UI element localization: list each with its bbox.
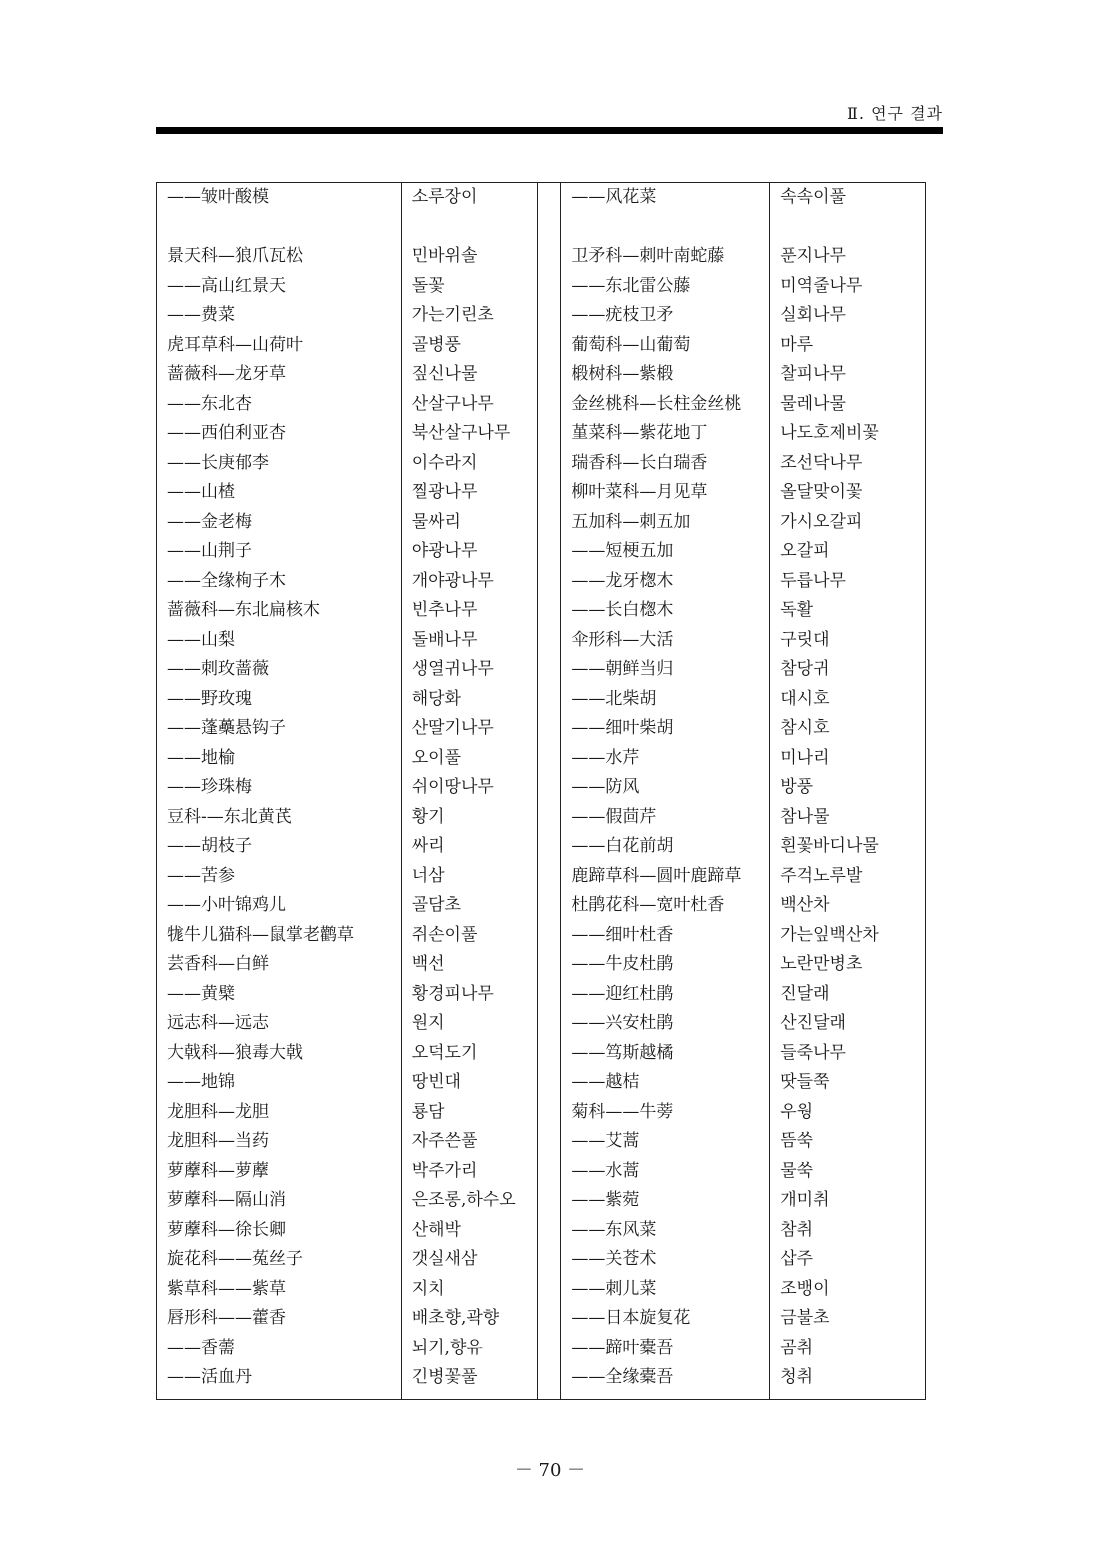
table-row — [157, 1157, 926, 1187]
chinese-name-left-cell: ——山楂 — [157, 478, 402, 508]
chinese-name-right-cell: 五加科—刺五加 — [561, 508, 770, 538]
korean-name-left-cell: 쉬이땅나무 — [401, 773, 537, 803]
header-rule — [156, 127, 943, 134]
table-row — [157, 1245, 926, 1275]
korean-name-right-cell: 산진달래 — [770, 1009, 926, 1039]
chinese-name-left-cell: ——费菜 — [157, 301, 402, 331]
chinese-name-left-cell: ——高山红景天 — [157, 272, 402, 302]
table-row — [157, 1127, 926, 1157]
table-row — [157, 744, 926, 774]
chinese-name-left-cell: 唇形科——藿香 — [157, 1304, 402, 1334]
korean-name-left-cell: 백선 — [401, 950, 537, 980]
gap-cell — [537, 242, 561, 272]
table-row — [157, 1009, 926, 1039]
chinese-name-left-cell: 蔷薇科—龙牙草 — [157, 360, 402, 390]
chinese-name-left-cell: ——刺玫蔷薇 — [157, 655, 402, 685]
gap-cell — [537, 272, 561, 302]
gap-cell — [537, 478, 561, 508]
chinese-name-left-cell: 虎耳草科—山荷叶 — [157, 331, 402, 361]
chinese-name-right-cell: 菊科——牛蒡 — [561, 1098, 770, 1128]
korean-name-left-cell — [401, 213, 537, 243]
chinese-name-left-cell: ——东北杏 — [157, 390, 402, 420]
table-row — [157, 1039, 926, 1069]
gap-cell — [537, 1216, 561, 1246]
korean-name-left-cell: 황경피나무 — [401, 980, 537, 1010]
gap-cell — [537, 714, 561, 744]
chinese-name-left-cell: 远志科—远志 — [157, 1009, 402, 1039]
chinese-name-right-cell: 杜鹃花科—宽叶杜香 — [561, 891, 770, 921]
gap-cell — [537, 832, 561, 862]
chinese-name-right-cell: 堇菜科—紫花地丁 — [561, 419, 770, 449]
korean-name-left-cell: 박주가리 — [401, 1157, 537, 1187]
plant-table-body — [157, 183, 926, 1400]
korean-name-right-cell: 참당귀 — [770, 655, 926, 685]
table-row — [157, 1304, 926, 1334]
korean-name-left-cell: 산살구나무 — [401, 390, 537, 420]
korean-name-right-cell: 조뱅이 — [770, 1275, 926, 1305]
korean-name-right-cell: 미나리 — [770, 744, 926, 774]
korean-name-right-cell: 가는잎백산차 — [770, 921, 926, 951]
korean-name-left-cell: 원지 — [401, 1009, 537, 1039]
chinese-name-right-cell: ——东风菜 — [561, 1216, 770, 1246]
chinese-name-right-cell — [561, 213, 770, 243]
chinese-name-right-cell: ——兴安杜鹃 — [561, 1009, 770, 1039]
chinese-name-left-cell: ——山荆子 — [157, 537, 402, 567]
chinese-name-left-cell: 萝藦科—萝藦 — [157, 1157, 402, 1187]
korean-name-right-cell: 구릿대 — [770, 626, 926, 656]
chinese-name-right-cell: ——风花菜 — [561, 183, 770, 213]
korean-name-left-cell: 뇌기,향유 — [401, 1334, 537, 1364]
korean-name-left-cell: 북산살구나무 — [401, 419, 537, 449]
table-row — [157, 360, 926, 390]
gap-cell — [537, 1157, 561, 1187]
table-row — [157, 862, 926, 892]
korean-name-left-cell: 돌꽃 — [401, 272, 537, 302]
chinese-name-right-cell: ——越桔 — [561, 1068, 770, 1098]
korean-name-right-cell: 금불초 — [770, 1304, 926, 1334]
chinese-name-right-cell: 伞形科—大活 — [561, 626, 770, 656]
gap-cell — [537, 1009, 561, 1039]
chinese-name-left-cell: 萝藦科—隔山消 — [157, 1186, 402, 1216]
gap-cell — [537, 980, 561, 1010]
gap-cell — [537, 891, 561, 921]
chinese-name-right-cell: ——牛皮杜鹃 — [561, 950, 770, 980]
table-row — [157, 537, 926, 567]
chinese-name-left-cell: ——地锦 — [157, 1068, 402, 1098]
page-number: － 70 － — [514, 1460, 586, 1481]
korean-name-left-cell: 빈추나무 — [401, 596, 537, 626]
korean-name-right-cell: 청취 — [770, 1363, 926, 1399]
chinese-name-left-cell: 龙胆科—当药 — [157, 1127, 402, 1157]
gap-cell — [537, 744, 561, 774]
chinese-name-left-cell: ——山梨 — [157, 626, 402, 656]
korean-name-left-cell: 긴병꽃풀 — [401, 1363, 537, 1399]
korean-name-left-cell: 싸리 — [401, 832, 537, 862]
table-row — [157, 626, 926, 656]
table-row — [157, 183, 926, 213]
table-row — [157, 921, 926, 951]
chinese-name-right-cell: 椴树科—紫椴 — [561, 360, 770, 390]
chinese-name-left-cell: ——香薷 — [157, 1334, 402, 1364]
chinese-name-left-cell: ——蓬蘽悬钩子 — [157, 714, 402, 744]
gap-cell — [537, 1275, 561, 1305]
chinese-name-right-cell: ——细叶柴胡 — [561, 714, 770, 744]
chinese-name-left-cell: ——皱叶酸模 — [157, 183, 402, 213]
table-row — [157, 950, 926, 980]
korean-name-left-cell: 지치 — [401, 1275, 537, 1305]
gap-cell — [537, 1186, 561, 1216]
chinese-name-left-cell: ——长庚郁李 — [157, 449, 402, 479]
table-row — [157, 1334, 926, 1364]
chinese-name-left-cell: 牻牛儿猫科—鼠掌老鹳草 — [157, 921, 402, 951]
korean-name-left-cell: 소루장이 — [401, 183, 537, 213]
korean-name-left-cell: 찔광나무 — [401, 478, 537, 508]
korean-name-right-cell: 참나물 — [770, 803, 926, 833]
korean-name-right-cell: 방풍 — [770, 773, 926, 803]
korean-name-left-cell: 배초향,곽향 — [401, 1304, 537, 1334]
chinese-name-right-cell: ——假茴芹 — [561, 803, 770, 833]
chinese-name-left-cell: ——全缘栒子木 — [157, 567, 402, 597]
korean-name-left-cell: 은조롱,하수오 — [401, 1186, 537, 1216]
chinese-name-left-cell: ——金老梅 — [157, 508, 402, 538]
chinese-name-left-cell: ——西伯利亚杏 — [157, 419, 402, 449]
korean-name-right-cell: 올달맞이꽃 — [770, 478, 926, 508]
gap-cell — [537, 449, 561, 479]
table-row — [157, 272, 926, 302]
chinese-name-right-cell: ——艾蒿 — [561, 1127, 770, 1157]
gap-cell — [537, 921, 561, 951]
chinese-name-right-cell: ——短梗五加 — [561, 537, 770, 567]
korean-name-right-cell: 물쑥 — [770, 1157, 926, 1187]
chinese-name-left-cell: ——野玫瑰 — [157, 685, 402, 715]
gap-cell — [537, 508, 561, 538]
gap-cell — [537, 1304, 561, 1334]
korean-name-right-cell: 미역줄나무 — [770, 272, 926, 302]
gap-cell — [537, 596, 561, 626]
table-row — [157, 980, 926, 1010]
table-row — [157, 832, 926, 862]
korean-name-right-cell: 독활 — [770, 596, 926, 626]
table-row — [157, 419, 926, 449]
korean-name-right-cell: 물레나물 — [770, 390, 926, 420]
korean-name-left-cell: 골병풍 — [401, 331, 537, 361]
chinese-name-right-cell: ——蹄叶橐吾 — [561, 1334, 770, 1364]
chinese-name-right-cell: ——紫菀 — [561, 1186, 770, 1216]
chinese-name-right-cell: ——关苍术 — [561, 1245, 770, 1275]
korean-name-right-cell: 땃들쭉 — [770, 1068, 926, 1098]
gap-cell — [537, 1245, 561, 1275]
korean-name-right-cell: 우웡 — [770, 1098, 926, 1128]
chinese-name-left-cell: ——珍珠梅 — [157, 773, 402, 803]
korean-name-right-cell: 두릅나무 — [770, 567, 926, 597]
chinese-name-right-cell: ——龙牙楤木 — [561, 567, 770, 597]
chinese-name-left-cell: ——小叶锦鸡儿 — [157, 891, 402, 921]
korean-name-right-cell: 실회나무 — [770, 301, 926, 331]
korean-name-right-cell: 푼지나무 — [770, 242, 926, 272]
gap-cell — [537, 950, 561, 980]
chinese-name-right-cell: 葡萄科—山葡萄 — [561, 331, 770, 361]
gap-cell — [537, 183, 561, 213]
gap-cell — [537, 213, 561, 243]
korean-name-left-cell: 너삼 — [401, 862, 537, 892]
korean-name-left-cell: 룡담 — [401, 1098, 537, 1128]
chinese-name-right-cell: ——水芹 — [561, 744, 770, 774]
table-row — [157, 1363, 926, 1399]
korean-name-right-cell: 뜸쑥 — [770, 1127, 926, 1157]
gap-cell — [537, 1363, 561, 1399]
gap-cell — [537, 537, 561, 567]
chinese-name-right-cell: ——白花前胡 — [561, 832, 770, 862]
korean-name-right-cell: 주걱노루발 — [770, 862, 926, 892]
gap-cell — [537, 390, 561, 420]
korean-name-right-cell: 찰피나무 — [770, 360, 926, 390]
chinese-name-left-cell: 旋花科——菟丝子 — [157, 1245, 402, 1275]
chinese-name-right-cell: ——笃斯越橘 — [561, 1039, 770, 1069]
korean-name-right-cell — [770, 213, 926, 243]
chinese-name-left-cell: 景天科—狼爪瓦松 — [157, 242, 402, 272]
chinese-name-left-cell: 紫草科——紫草 — [157, 1275, 402, 1305]
table-row — [157, 301, 926, 331]
korean-name-left-cell: 야광나무 — [401, 537, 537, 567]
korean-name-right-cell: 조선닥나무 — [770, 449, 926, 479]
chinese-name-right-cell: ——朝鲜当归 — [561, 655, 770, 685]
table-row — [157, 1216, 926, 1246]
gap-cell — [537, 1068, 561, 1098]
korean-name-left-cell: 이수라지 — [401, 449, 537, 479]
table-row — [157, 655, 926, 685]
chinese-name-right-cell: ——水蒿 — [561, 1157, 770, 1187]
table-row — [157, 773, 926, 803]
korean-name-left-cell: 자주쓴풀 — [401, 1127, 537, 1157]
korean-name-left-cell: 갯실새삼 — [401, 1245, 537, 1275]
chinese-name-left-cell: 蔷薇科—东北扁核木 — [157, 596, 402, 626]
chinese-name-right-cell: ——日本旋复花 — [561, 1304, 770, 1334]
chinese-name-left-cell: 龙胆科—龙胆 — [157, 1098, 402, 1128]
chinese-name-right-cell: ——全缘橐吾 — [561, 1363, 770, 1399]
korean-name-right-cell: 삽주 — [770, 1245, 926, 1275]
chinese-name-right-cell: ——细叶杜香 — [561, 921, 770, 951]
korean-name-right-cell: 속속이풀 — [770, 183, 926, 213]
chinese-name-right-cell: 柳叶菜科—月见草 — [561, 478, 770, 508]
korean-name-left-cell: 황기 — [401, 803, 537, 833]
gap-cell — [537, 1334, 561, 1364]
plant-name-table — [156, 182, 926, 1400]
chinese-name-right-cell: ——迎红杜鹃 — [561, 980, 770, 1010]
korean-name-left-cell: 해당화 — [401, 685, 537, 715]
gap-cell — [537, 655, 561, 685]
korean-name-right-cell: 참시호 — [770, 714, 926, 744]
gap-cell — [537, 626, 561, 656]
gap-cell — [537, 685, 561, 715]
korean-name-left-cell: 골담초 — [401, 891, 537, 921]
korean-name-left-cell: 돌배나무 — [401, 626, 537, 656]
korean-name-right-cell: 곰취 — [770, 1334, 926, 1364]
gap-cell — [537, 301, 561, 331]
korean-name-right-cell: 마루 — [770, 331, 926, 361]
table-row — [157, 891, 926, 921]
chinese-name-right-cell: ——长白楤木 — [561, 596, 770, 626]
chinese-name-right-cell: ——刺儿菜 — [561, 1275, 770, 1305]
chinese-name-left-cell: 芸香科—白鲜 — [157, 950, 402, 980]
korean-name-left-cell: 물싸리 — [401, 508, 537, 538]
chinese-name-left-cell: 豆科-—东北黄芪 — [157, 803, 402, 833]
korean-name-left-cell: 민바위솔 — [401, 242, 537, 272]
korean-name-right-cell: 들죽나무 — [770, 1039, 926, 1069]
gap-cell — [537, 1127, 561, 1157]
table-row — [157, 242, 926, 272]
chinese-name-left-cell: ——苦参 — [157, 862, 402, 892]
gap-cell — [537, 773, 561, 803]
gap-cell — [537, 862, 561, 892]
chinese-name-left-cell: ——地榆 — [157, 744, 402, 774]
korean-name-right-cell: 오갈피 — [770, 537, 926, 567]
korean-name-left-cell: 오덕도기 — [401, 1039, 537, 1069]
table-row — [157, 803, 926, 833]
korean-name-left-cell: 땅빈대 — [401, 1068, 537, 1098]
table-row — [157, 714, 926, 744]
korean-name-right-cell: 개미취 — [770, 1186, 926, 1216]
table-row — [157, 508, 926, 538]
korean-name-left-cell: 가는기린초 — [401, 301, 537, 331]
chinese-name-right-cell: 卫矛科—刺叶南蛇藤 — [561, 242, 770, 272]
chinese-name-right-cell: 瑞香科—长白瑞香 — [561, 449, 770, 479]
korean-name-left-cell: 쥐손이풀 — [401, 921, 537, 951]
table-row — [157, 390, 926, 420]
table-row — [157, 1098, 926, 1128]
korean-name-right-cell: 대시호 — [770, 685, 926, 715]
korean-name-right-cell: 백산차 — [770, 891, 926, 921]
table-row — [157, 567, 926, 597]
chinese-name-right-cell: ——疣枝卫矛 — [561, 301, 770, 331]
korean-name-right-cell: 흰꽃바디나물 — [770, 832, 926, 862]
chinese-name-right-cell: ——防风 — [561, 773, 770, 803]
korean-name-right-cell: 가시오갈피 — [770, 508, 926, 538]
table-row — [157, 331, 926, 361]
gap-cell — [537, 567, 561, 597]
chinese-name-right-cell: 鹿蹄草科—圆叶鹿蹄草 — [561, 862, 770, 892]
chinese-name-left-cell: 大戟科—狼毒大戟 — [157, 1039, 402, 1069]
gap-cell — [537, 1039, 561, 1069]
chinese-name-left-cell: ——胡枝子 — [157, 832, 402, 862]
table-row — [157, 213, 926, 243]
table-row — [157, 1186, 926, 1216]
korean-name-left-cell: 개야광나무 — [401, 567, 537, 597]
gap-cell — [537, 1098, 561, 1128]
chinese-name-right-cell: ——东北雷公藤 — [561, 272, 770, 302]
table-row — [157, 596, 926, 626]
running-header: Ⅱ. 연구 결과 — [847, 104, 943, 123]
korean-name-left-cell: 짚신나물 — [401, 360, 537, 390]
korean-name-left-cell: 생열귀나무 — [401, 655, 537, 685]
chinese-name-right-cell: 金丝桃科—长柱金丝桃 — [561, 390, 770, 420]
korean-name-right-cell: 참취 — [770, 1216, 926, 1246]
korean-name-right-cell: 노란만병초 — [770, 950, 926, 980]
gap-cell — [537, 331, 561, 361]
gap-cell — [537, 803, 561, 833]
korean-name-left-cell: 산딸기나무 — [401, 714, 537, 744]
table-row — [157, 1275, 926, 1305]
gap-cell — [537, 419, 561, 449]
table-row — [157, 478, 926, 508]
chinese-name-left-cell: 萝藦科—徐长卿 — [157, 1216, 402, 1246]
korean-name-right-cell: 진달래 — [770, 980, 926, 1010]
korean-name-left-cell: 오이풀 — [401, 744, 537, 774]
chinese-name-left-cell: ——黄檗 — [157, 980, 402, 1010]
korean-name-left-cell: 산해박 — [401, 1216, 537, 1246]
table-row — [157, 1068, 926, 1098]
chinese-name-right-cell: ——北柴胡 — [561, 685, 770, 715]
korean-name-right-cell: 나도호제비꽃 — [770, 419, 926, 449]
chinese-name-left-cell: ——活血丹 — [157, 1363, 402, 1399]
table-row — [157, 685, 926, 715]
table-row — [157, 449, 926, 479]
gap-cell — [537, 360, 561, 390]
chinese-name-left-cell — [157, 213, 402, 243]
